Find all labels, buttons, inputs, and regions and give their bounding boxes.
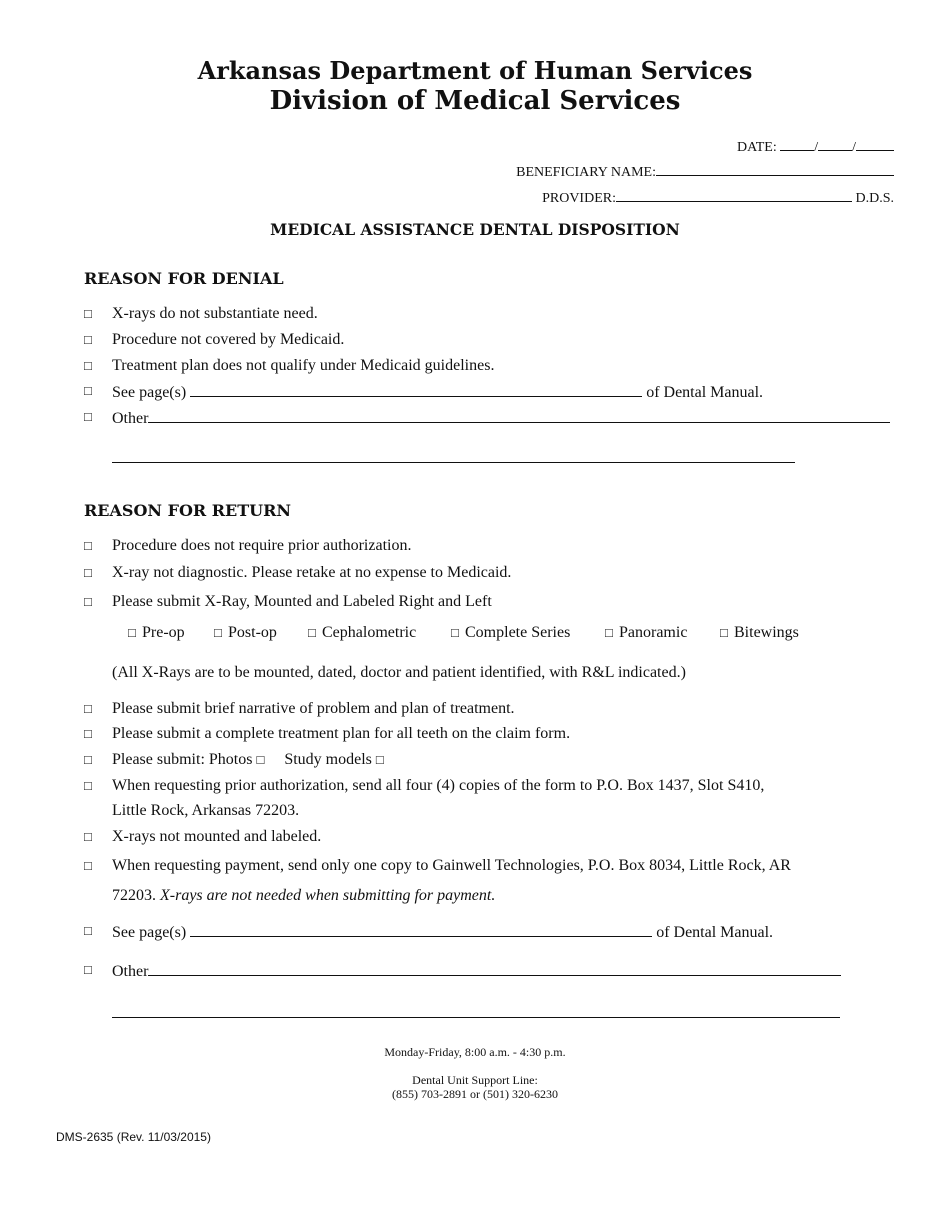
return-photos-study-models[interactable]: □ Please submit: Photos □ Study models □ (84, 751, 384, 768)
beneficiary-name-blank[interactable] (656, 161, 894, 176)
checkbox[interactable]: □ (84, 962, 92, 977)
checkbox[interactable]: □ (84, 752, 92, 767)
checkbox[interactable]: □ (84, 538, 92, 553)
checkbox[interactable]: □ (214, 625, 222, 640)
division-title: Division of Medical Services (269, 86, 681, 116)
checkbox[interactable]: □ (720, 625, 728, 640)
checkbox[interactable]: □ (605, 625, 613, 640)
checkbox[interactable]: □ (84, 923, 92, 938)
denial-other-blank[interactable] (148, 408, 890, 423)
support-line-label: Dental Unit Support Line: (412, 1073, 538, 1087)
return-item[interactable]: □ X-ray not diagnostic. Please retake at no expense to Medicaid. (84, 564, 512, 581)
checkbox[interactable]: □ (84, 332, 92, 347)
checkbox[interactable]: □ (84, 594, 92, 609)
xray-option-preop[interactable]: □ Pre-op (128, 624, 185, 641)
checkbox[interactable]: □ (84, 701, 92, 716)
checkbox[interactable]: □ (84, 778, 92, 793)
date-field[interactable]: DATE: / / (737, 136, 894, 156)
checkbox[interactable]: □ (84, 858, 92, 873)
agency-title: Arkansas Department of Human Services (197, 56, 753, 85)
denial-see-pages[interactable]: □ See page(s) of Dental Manual. (84, 383, 764, 401)
date-day-blank[interactable] (818, 136, 852, 151)
checkbox[interactable]: □ (84, 409, 92, 424)
denial-item[interactable]: □ Treatment plan does not qualify under Medicaid guidelines. (84, 357, 495, 374)
denial-item[interactable]: □ X-rays do not substantiate need. (84, 305, 318, 322)
checkbox[interactable]: □ (84, 383, 92, 398)
checkbox[interactable]: □ (308, 625, 316, 640)
beneficiary-name-label: BENEFICIARY NAME: (516, 165, 656, 180)
xray-option-complete-series[interactable]: □ Complete Series (451, 624, 571, 641)
checkbox[interactable]: □ (84, 565, 92, 580)
xray-note: (All X-Rays are to be mounted, dated, doctor and patient identified, with R&L indicated.) (112, 664, 686, 681)
provider-field[interactable] (542, 187, 894, 207)
xray-option-cephalometric[interactable]: □ Cephalometric (308, 624, 417, 641)
denial-heading: REASON FOR DENIAL (84, 269, 284, 288)
return-prior-authorization[interactable]: □ When requesting prior authorization, send all four (4) copies of the form to P.O. Box 1437, Slot S410, (84, 777, 765, 794)
xray-option-postop[interactable]: □ Post-op (214, 624, 277, 641)
return-pages-blank[interactable] (190, 922, 652, 937)
study-models-checkbox[interactable]: □ (375, 752, 384, 767)
denial-other[interactable]: □ Other (84, 408, 104, 426)
checkbox[interactable]: □ (84, 726, 92, 741)
office-hours: Monday-Friday, 8:00 a.m. - 4:30 p.m. (384, 1045, 566, 1059)
return-heading: REASON FOR RETURN (84, 501, 292, 520)
return-item[interactable]: □ Please submit brief narrative of problem and plan of treatment. (84, 700, 515, 717)
return-item[interactable]: □ Procedure does not require prior authorization. (84, 537, 412, 554)
date-month-blank[interactable] (780, 136, 814, 151)
checkbox[interactable]: □ (451, 625, 459, 640)
payment-note: X-rays are not needed when submitting for payment. (160, 887, 496, 904)
return-other-blank[interactable] (148, 961, 841, 976)
return-item[interactable]: □ X-rays not mounted and labeled. (84, 828, 322, 845)
checkbox[interactable]: □ (128, 625, 136, 640)
denial-pages-blank[interactable] (190, 382, 642, 397)
photos-checkbox[interactable]: □ (256, 752, 265, 767)
xray-option-bitewings[interactable]: □ Bitewings (720, 624, 799, 641)
checkbox[interactable]: □ (84, 829, 92, 844)
prior-authorization-address: Little Rock, Arkansas 72203. (112, 802, 300, 819)
provider-blank[interactable] (616, 187, 852, 202)
return-other-continuation-line[interactable] (112, 1017, 840, 1018)
return-item[interactable]: □ Please submit X-Ray, Mounted and Labeled Right and Left (84, 593, 492, 610)
return-item[interactable]: □ Please submit a complete treatment plan for all teeth on the claim form. (84, 725, 571, 742)
form-title: MEDICAL ASSISTANCE DENTAL DISPOSITION (270, 220, 680, 239)
provider-suffix: D.D.S. (855, 191, 894, 206)
return-see-pages[interactable]: □ See page(s) of Dental Manual. (84, 923, 774, 941)
payment-address: 72203. X-rays are not needed when submitting for payment. (112, 887, 496, 904)
form-code: DMS-2635 (Rev. 11/03/2015) (56, 1130, 211, 1144)
provider-label: PROVIDER: (542, 191, 616, 206)
denial-other-continuation-line[interactable] (112, 462, 795, 463)
beneficiary-name-field[interactable] (516, 161, 894, 181)
checkbox[interactable]: □ (84, 306, 92, 321)
xray-option-panoramic[interactable]: □ Panoramic (605, 624, 688, 641)
return-payment[interactable]: □ When requesting payment, send only one copy to Gainwell Technologies, P.O. Box 8034, Little Rock, AR (84, 857, 791, 874)
return-other[interactable]: □ Other (84, 961, 104, 979)
date-label: DATE: (737, 140, 777, 155)
date-year-blank[interactable] (856, 136, 894, 151)
checkbox[interactable]: □ (84, 358, 92, 373)
support-phone-numbers: (855) 703-2891 or (501) 320-6230 (392, 1087, 558, 1101)
denial-item[interactable]: □ Procedure not covered by Medicaid. (84, 331, 345, 348)
